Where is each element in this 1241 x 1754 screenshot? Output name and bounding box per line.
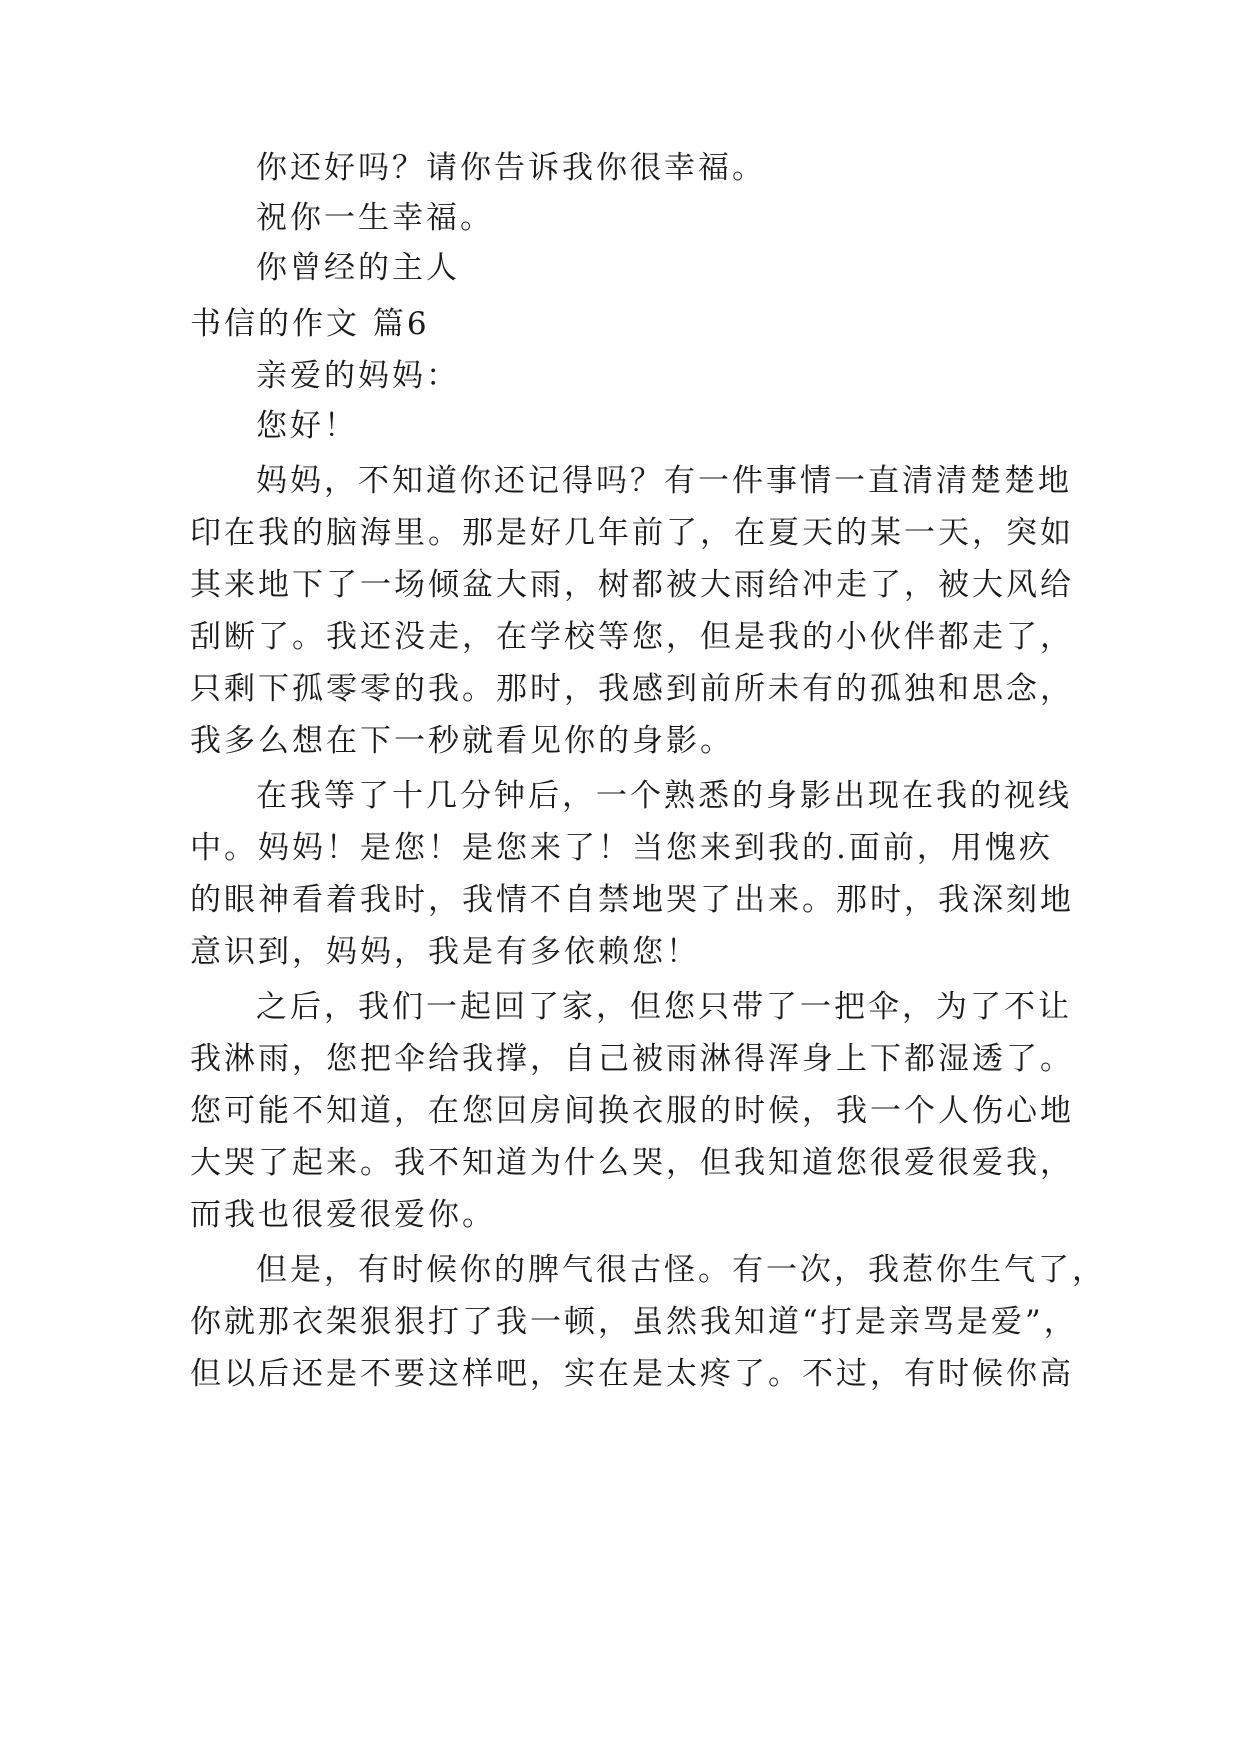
paragraph-1-line-2: 印在我的脑海里。那是好几年前了，在夏天的某一天，突如 <box>190 515 1074 551</box>
paragraph-1-line-6: 我多么想在下一秒就看见你的身影。 <box>190 723 734 759</box>
paragraph-3-line-3: 您可能不知道，在您回房间换衣服的时候，我一个人伤心地 <box>190 1093 1074 1129</box>
paragraph-3-line-4: 大哭了起来。我不知道为什么哭，但我知道您很爱很爱我， <box>190 1145 1074 1181</box>
paragraph-1-line-3: 其来地下了一场倾盆大雨，树都被大雨给冲走了，被大风给 <box>190 567 1074 603</box>
paragraph-4-line-1: 但是，有时候你的脾气很古怪。有一次，我惹你生气了， <box>256 1252 1106 1288</box>
paragraph-4-line-3: 但以后还是不要这样吧，实在是太疼了。不过，有时候你高 <box>190 1356 1074 1392</box>
section-heading: 书信的作文 篇6 <box>190 306 430 342</box>
paragraph-1-line-5: 只剩下孤零零的我。那时，我感到前所未有的孤独和思念， <box>190 671 1074 707</box>
closing-line-1: 你还好吗？请你告诉我你很幸福。 <box>256 150 766 186</box>
closing-signature: 你曾经的主人 <box>256 250 460 286</box>
greeting: 您好！ <box>256 408 358 444</box>
paragraph-3-line-1: 之后，我们一起回了家，但您只带了一把伞，为了不让 <box>256 989 1072 1025</box>
paragraph-3-line-5: 而我也很爱很爱你。 <box>190 1197 496 1233</box>
paragraph-2-line-3: 的眼神看着我时，我情不自禁地哭了出来。那时，我深刻地 <box>190 882 1074 918</box>
paragraph-2-line-1: 在我等了十几分钟后，一个熟悉的身影出现在我的视线 <box>256 778 1072 814</box>
paragraph-1-line-1: 妈妈，不知道你还记得吗？有一件事情一直清清楚楚地 <box>256 463 1072 499</box>
paragraph-2-line-4: 意识到，妈妈，我是有多依赖您！ <box>190 934 700 970</box>
paragraph-4-line-2: 你就那衣架狠狠打了我一顿，虽然我知道“打是亲骂是爱”， <box>190 1304 1078 1340</box>
salutation: 亲爱的妈妈： <box>256 358 460 394</box>
closing-line-2: 祝你一生幸福。 <box>256 200 494 236</box>
paragraph-2-line-2: 中。妈妈！是您！是您来了！当您来到我的.面前，用愧疚 <box>190 830 1053 866</box>
paragraph-3-line-2: 我淋雨，您把伞给我撑，自己被雨淋得浑身上下都湿透了。 <box>190 1041 1074 1077</box>
paragraph-1-line-4: 刮断了。我还没走，在学校等您，但是我的小伙伴都走了， <box>190 619 1074 655</box>
